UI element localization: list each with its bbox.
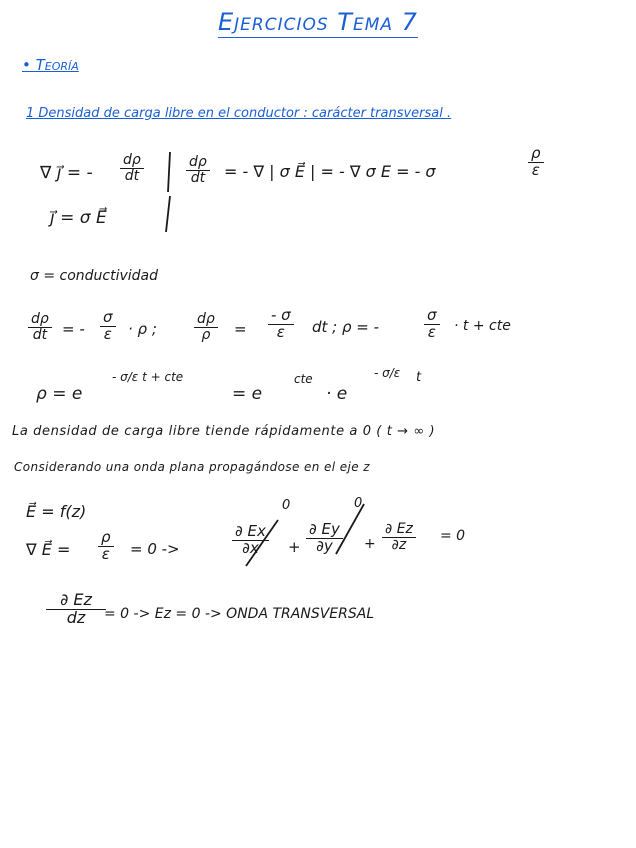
eq5-num: ∂ Ez [60,590,92,609]
eq1-rhs: = - ∇ | σ E⃗ | = - ∇ σ E = - σ [224,162,436,181]
eq2-f5-den: ε [427,323,436,342]
eq3-exp3: - σ/ε [374,366,401,380]
eq3-exp2: cte [294,372,313,386]
eq4-field: E⃗ = f(z) [26,502,87,521]
eq4-p2-den: ∂y [316,537,333,556]
eq4-zero-a: 0 [282,498,291,513]
eq4-eq-zero: = 0 [440,528,466,544]
eq2-t5: · t + cte [454,318,511,334]
section-heading: • Teoría [22,56,79,74]
page-title: Ejercicios Tema 7 [218,8,418,36]
note-densidad: La densidad de carga libre tiende rápidamente a 0 ( t → ∞ ) [12,424,436,439]
eq2-f3-den: ρ [201,327,211,344]
eq1-ohm-law: j⃗ = σ E⃗ [50,208,107,228]
eq3-tail: t [416,370,422,385]
eq4-p1-den: ∂x [242,539,259,558]
eq3-mid: = e [232,384,263,404]
sigma-definition: σ = conductividad [30,268,159,284]
eq1-lhs-continuity: ∇ j⃗ = - [40,163,93,183]
eq2-t2: · ρ ; [128,320,157,338]
eq1-divider-stroke [166,152,170,232]
eq4-p3-num: ∂ Ez [385,521,413,537]
eq2-f5-num: σ [427,306,437,324]
eq4-plus-1: + [288,538,301,556]
eq4-f1-den: ε [101,545,110,564]
eq3-dot: · e [326,384,348,404]
eq2-t1: = - [62,320,85,338]
eq1-frac-b-den: dt [190,170,206,187]
eq5-den: dz [66,608,86,628]
eq1-frac-c-den: ε [531,161,540,180]
eq4-plus-2: + [364,536,376,552]
eq2-f4-num: - σ [271,306,291,324]
note-considerando: Considerando una onda plana propagándose en el eje z [14,460,370,474]
eq4-arrow: = 0 -> [130,540,180,558]
eq2-f4-den: ε [276,323,285,342]
eq3-exp1: - σ/ε t + cte [112,370,184,384]
topic-heading: 1 Densidad de carga libre en el conductor : carácter transversal . [26,106,452,121]
eq2-t3: = [234,320,247,338]
eq4-zero-b: 0 [354,496,363,511]
eq3-lhs: ρ = e [36,384,83,404]
eq4-p1-num: ∂ Ex [235,522,266,540]
eq1-frac-a-den: dt [124,168,140,185]
eq2-f2-num: σ [103,308,113,326]
eq2-f2-den: ε [103,325,112,344]
eq1-frac-c-num: ρ [531,144,541,162]
eq2-f3-num: dρ [197,311,215,327]
eq2-f1-num: dρ [31,311,49,327]
eq1-frac-b-num: dρ [189,154,207,170]
eq4-p2-num: ∂ Ey [309,520,340,538]
eq4-f1-num: ρ [101,528,111,546]
eq1-frac-a-num: dρ [123,152,141,168]
eq4-strike-y [336,504,364,554]
eq4-p3-den: ∂z [391,537,407,554]
eq5-tail: = 0 -> Ez = 0 -> ONDA TRANSVERSAL [104,606,375,622]
eq2-f1-den: dt [32,327,48,344]
eq4-strike-x [246,520,278,566]
eq4-div-lhs: ∇ E⃗ = [26,540,71,559]
eq2-t4: dt ; ρ = - [312,318,380,336]
